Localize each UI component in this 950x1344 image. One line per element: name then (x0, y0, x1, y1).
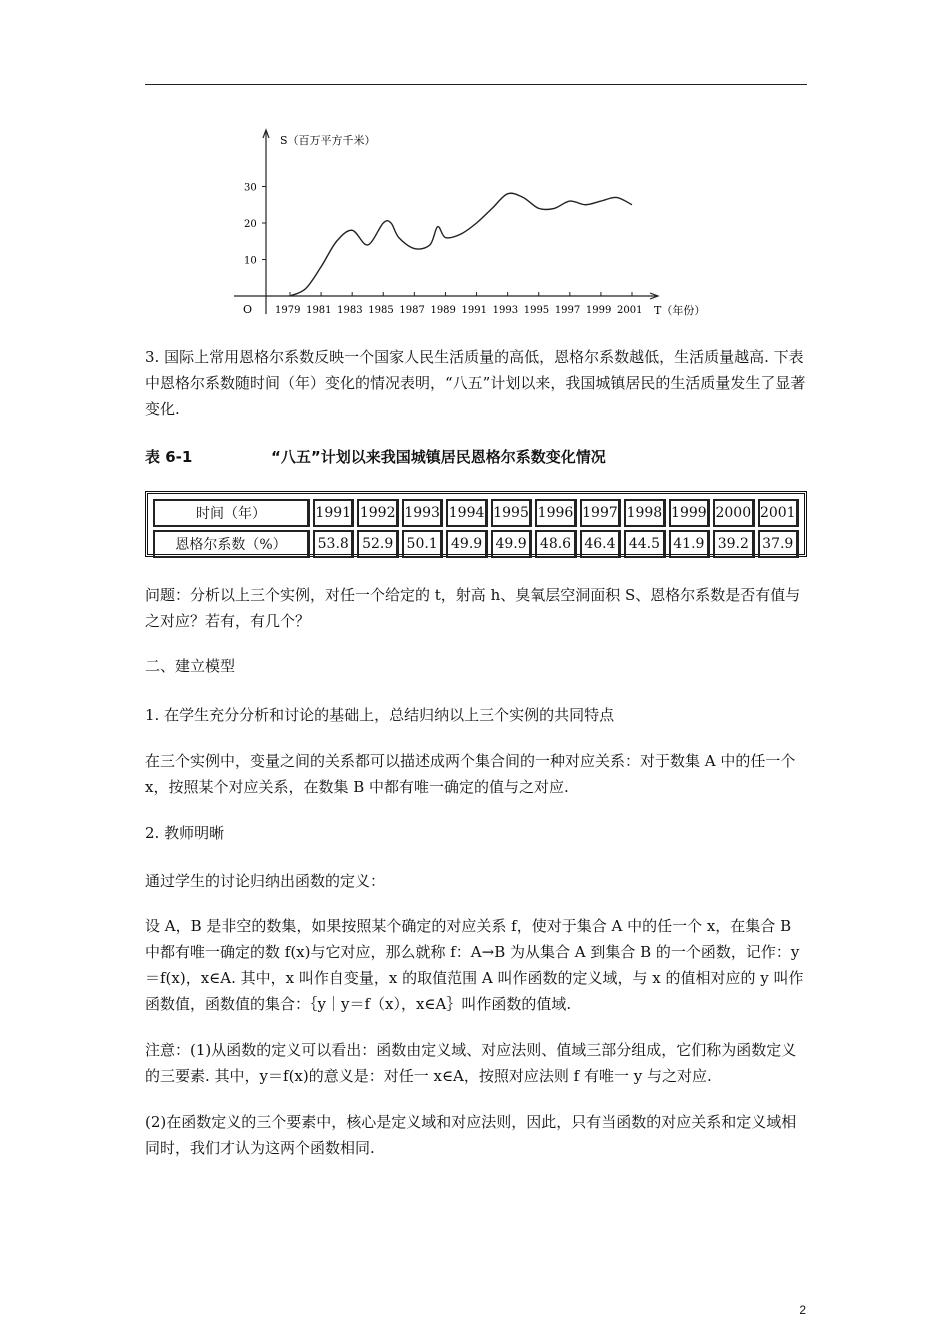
year-cell: 2001 (758, 499, 799, 527)
chart-x-label: T（年份） (654, 304, 706, 317)
chart-origin-label: O (243, 303, 253, 316)
engel-value-cell: 44.5 (624, 530, 665, 558)
chart-axes (234, 130, 658, 314)
engel-value-cell: 46.4 (580, 530, 621, 558)
year-cell: 1991 (313, 499, 354, 527)
ozone-hole-chart (230, 122, 730, 322)
header-rule (145, 84, 807, 85)
x-tick-label: 1981 (306, 305, 332, 316)
row-header-time: 时间（年） (153, 499, 310, 527)
x-tick-label: 1987 (399, 305, 425, 316)
year-cell: 1996 (535, 499, 576, 527)
engel-value-cell: 41.9 (669, 530, 710, 558)
x-tick-label: 1993 (492, 305, 519, 316)
engel-value-cell: 50.1 (402, 530, 443, 558)
year-cell: 1998 (624, 499, 665, 527)
x-tick-label: 2001 (617, 305, 643, 316)
table-caption-title: “八五”计划以来我国城镇居民恩格尔系数变化情况 (271, 448, 606, 466)
chart-y-label: S（百万平方千米） (280, 134, 376, 147)
page-number: 2 (799, 1303, 806, 1317)
table-row-engel (153, 530, 799, 558)
step-2-intro: 通过学生的讨论归纳出函数的定义： (145, 872, 386, 890)
row-header-engel: 恩格尔系数（%） (153, 530, 310, 558)
note-2: (2)在函数定义的三个要素中，核心是定义域和对应法则，因此，只有当函数的对应关系和定义域相同时，我们才认为这两个函数相同. (145, 1113, 797, 1157)
chart-series-line (290, 193, 632, 296)
table-caption-label: 表 6-1 (145, 448, 193, 466)
note-1: 注意：(1)从函数的定义可以看出：函数由定义域、对应法则、值域三部分组成，它们称为函数定义的三要素. 其中，y＝f(x)的意义是：对任一 x∈A，按照对应法则 f 有唯一 y 与之对应. (145, 1041, 797, 1085)
engel-value-cell: 37.9 (758, 530, 799, 558)
year-cell: 1992 (357, 499, 398, 527)
engel-table-frame (145, 491, 807, 557)
step-1-body: 在三个实例中，变量之间的关系都可以描述成两个集合间的一种对应关系：对于数集 A 中的任一个 x，按照某个对应关系，在数集 B 中都有唯一确定的值与之对应. (145, 752, 796, 796)
engel-value-cell: 52.9 (357, 530, 398, 558)
paragraph-3: 3. 国际上常用恩格尔系数反映一个国家人民生活质量的高低，恩格尔系数越低，生活质量越高. 下表中恩格尔系数随时间（年）变化的情况表明，“八五”计划以来，我国城镇居民的生活质量发生了显著变化. (145, 348, 806, 418)
function-definition: 设 A，B 是非空的数集，如果按照某个确定的对应关系 f，使对于集合 A 中的任一个 x，在集合 B 中都有唯一确定的数 f(x)与它对应，那么就称 f：A→B 为从集合 A 到集合 B 的一个函数，记作：y＝f(x)，x∈A. 其中，x 叫作自变量，x 的取值范围 A 叫作函数的定义域，与 x 的值相对应的 y 叫作函数值，函数值的集合：｛y｜y＝f（x），x∈A｝叫作函数的值域. (145, 917, 804, 1013)
engel-value-cell: 49.9 (491, 530, 532, 558)
engel-table (150, 496, 802, 561)
x-tick-label: 1997 (554, 305, 581, 316)
engel-value-cell: 48.6 (535, 530, 576, 558)
y-tick-label: 20 (244, 219, 257, 230)
x-tick-label: 1999 (585, 305, 612, 316)
x-tick-label: 1979 (275, 305, 301, 316)
year-cell: 2000 (713, 499, 754, 527)
y-tick-label: 30 (244, 182, 257, 194)
engel-value-cell: 49.9 (446, 530, 487, 558)
x-tick-label: 1989 (430, 305, 456, 316)
table-row-years (153, 499, 799, 527)
y-tick-label: 10 (244, 255, 257, 267)
x-tick-label: 1995 (523, 305, 550, 316)
engel-value-cell: 39.2 (713, 530, 754, 558)
x-tick-label: 1985 (368, 305, 394, 316)
section-heading-2: 二、建立模型 (145, 657, 236, 675)
year-cell: 1995 (491, 499, 532, 527)
step-1-heading: 1. 在学生充分分析和讨论的基础上，总结归纳以上三个实例的共同特点 (145, 706, 615, 724)
x-tick-label: 1991 (461, 305, 487, 316)
year-cell: 1994 (446, 499, 487, 527)
table-caption (145, 446, 606, 467)
year-cell: 1999 (669, 499, 710, 527)
step-2-heading: 2. 教师明晰 (145, 824, 225, 842)
engel-value-cell: 53.8 (313, 530, 354, 558)
question-paragraph: 问题：分析以上三个实例，对任一个给定的 t，射高 h、臭氧层空洞面积 S、恩格尔系数是否有值与之对应？若有，有几个？ (145, 586, 801, 630)
year-cell: 1993 (402, 499, 443, 527)
year-cell: 1997 (580, 499, 621, 527)
x-tick-label: 1983 (337, 305, 363, 316)
